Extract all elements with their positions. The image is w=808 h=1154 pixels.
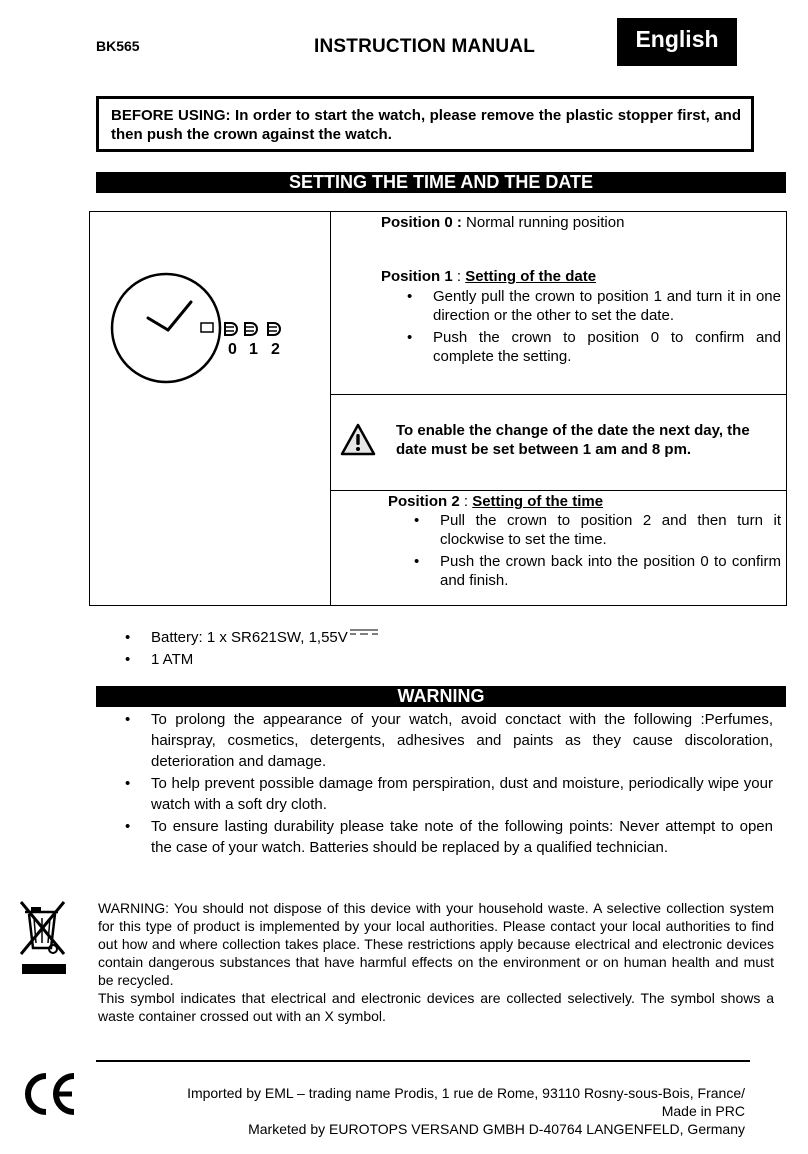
origin-line: Made in PRC — [661, 1103, 745, 1119]
disposal-paragraph-1: WARNING: You should not dispose of this device with your household waste. A selective collection system for this type of product is implemented by your local authorities. Please contact your local authorities to find out how and where collection takes place. These restrictions apply because electrical and electronic devices contain dangerous substances that have harmful effects on the environment or on human health and must be recycled. — [98, 900, 774, 988]
table-divider — [330, 211, 331, 606]
battery-spec — [151, 627, 379, 649]
crown-position-0 — [225, 323, 237, 335]
ce-mark-icon — [20, 1070, 76, 1118]
crown-label-1: 1 — [249, 341, 258, 358]
position-2-title: Setting of the time — [472, 493, 604, 510]
date-caution-note: To enable the change of the date the next day, the date must be set between 1 am and 8 pm. — [396, 422, 750, 458]
model-number: BK565 — [96, 38, 140, 54]
position-2-steps — [440, 511, 781, 593]
date-window — [201, 323, 213, 332]
position-2-separator: : — [459, 493, 473, 510]
disposal-notice — [98, 899, 774, 1025]
specs-list — [151, 627, 379, 671]
importer-line: Imported by EML – trading name Prodis, 1 rue de Rome, 93110 Rosny-sous-Bois, France/ — [187, 1085, 745, 1101]
warning-heading: WARNING — [96, 686, 786, 707]
disposal-paragraph-2: This symbol indicates that electrical and electronic devices are collected selectively. The symbol shows a waste container crossed out with an X symbol. — [98, 990, 774, 1024]
crown-label-2: 2 — [271, 341, 280, 358]
list-item: • To prolong the appearance of your watch, avoid conctact with the following :Perfumes, hairspray, cosmetics, detergents, adhesives and paints as they cause discoloration, deterioration and damage. — [151, 709, 773, 772]
position-0-label: Position 0 : — [381, 214, 462, 231]
watch-crown-diagram — [108, 270, 308, 390]
position-1-label: Position 1 — [381, 268, 453, 285]
crown-position-2 — [268, 323, 280, 335]
page-title: INSTRUCTION MANUAL — [314, 36, 536, 57]
crossed-bin-icon — [20, 900, 72, 978]
position-0 — [381, 214, 624, 231]
before-using-notice: BEFORE USING: In order to start the watch, please remove the plastic stopper first, and then push the crown against the watch. — [96, 96, 754, 152]
list-item: • Gently pull the crown to position 1 and turn it in one direction or the other to set the date. — [433, 287, 781, 325]
table-divider — [330, 490, 787, 491]
crown-label-0: 0 — [228, 341, 237, 358]
position-1-title: Setting of the date — [465, 268, 597, 285]
language-badge: English — [617, 18, 737, 66]
list-item: • Push the crown back into the position 0 to confirm and finish. — [440, 552, 781, 590]
position-1-steps — [433, 287, 781, 369]
position-2-label: Position 2 — [388, 493, 460, 510]
list-item: • Push the crown to position 0 to confirm and complete the setting. — [433, 328, 781, 366]
crown-position-1 — [245, 323, 257, 335]
dc-current-icon — [349, 627, 379, 639]
position-0-text: Normal running position — [466, 214, 625, 231]
footer-divider — [96, 1060, 750, 1062]
list-item: • To ensure lasting durability please take note of the following points: Never attempt to open the case of your watch. Batteries should be replaced by a qualified technician. — [151, 816, 773, 858]
setting-heading: SETTING THE TIME AND THE DATE — [96, 172, 786, 193]
list-item: • To help prevent possible damage from perspiration, dust and moisture, periodically wipe your watch with a soft dry cloth. — [151, 773, 773, 815]
table-divider — [330, 394, 787, 395]
position-1-heading — [381, 268, 596, 285]
warning-list — [151, 709, 773, 859]
battery-text: Battery: 1 x SR621SW, 1,55V — [151, 629, 348, 646]
minute-hand — [168, 302, 191, 330]
position-2-heading — [388, 493, 603, 510]
water-resistance-spec: • 1 ATM — [151, 649, 379, 671]
importer-info — [125, 1084, 745, 1138]
position-1-separator: : — [452, 268, 466, 285]
marketer-line: Marketed by EUROTOPS VERSAND GMBH D-40764 LANGENFELD, Germany — [248, 1121, 745, 1137]
caution-icon — [340, 422, 376, 458]
list-item: • Pull the crown to position 2 and then turn it clockwise to set the time. — [440, 511, 781, 549]
hour-hand — [148, 318, 168, 330]
